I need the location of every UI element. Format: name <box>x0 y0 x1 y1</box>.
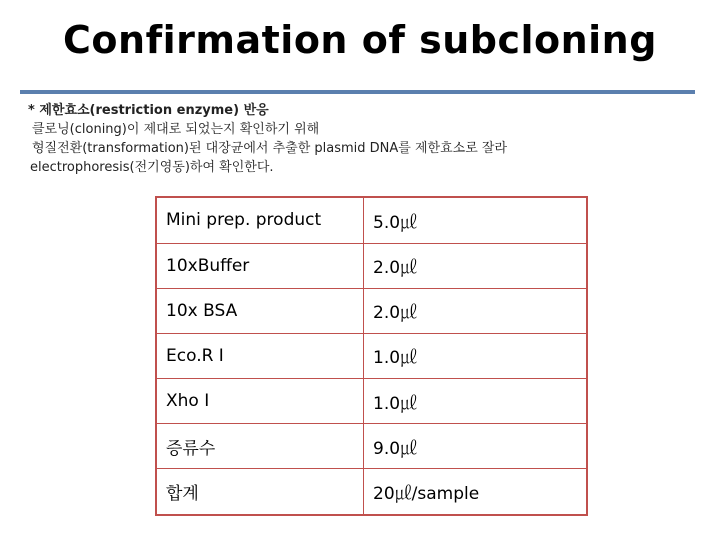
table-row <box>156 333 587 378</box>
item-cell: Mini prep. product <box>156 197 364 243</box>
slide-title: Confirmation of subcloning <box>63 18 657 62</box>
intro-line-1: * 제한효소(restriction enzyme) 반응 <box>28 103 269 118</box>
item-cell: Eco.R I <box>156 333 364 378</box>
reaction-table <box>155 196 588 516</box>
amount-cell: 2.0㎕ <box>364 288 588 333</box>
amount-cell: 5.0㎕ <box>364 197 588 243</box>
intro-text <box>28 101 708 177</box>
table-row <box>156 197 587 243</box>
amount-cell: 20㎕/sample <box>364 469 588 515</box>
item-cell: 증류수 <box>156 424 364 469</box>
table-row <box>156 288 587 333</box>
amount-cell: 2.0㎕ <box>364 243 588 288</box>
table-row <box>156 469 587 515</box>
item-cell: 10x BSA <box>156 288 364 333</box>
amount-cell: 1.0㎕ <box>364 379 588 424</box>
amount-cell: 1.0㎕ <box>364 333 588 378</box>
title-underline <box>20 90 695 94</box>
item-cell: 10xBuffer <box>156 243 364 288</box>
table-row <box>156 379 587 424</box>
table-row <box>156 243 587 288</box>
intro-line-3: 형질전환(transformation)된 대장균에서 추출한 plasmid DNA를 제한효소로 잘라 <box>32 141 508 156</box>
intro-line-2: 클로닝(cloning)이 제대로 되었는지 확인하기 위해 <box>32 122 320 137</box>
item-cell: 합계 <box>156 469 364 515</box>
amount-cell: 9.0㎕ <box>364 424 588 469</box>
item-cell: Xho I <box>156 379 364 424</box>
intro-line-4: electrophoresis(전기영동)하여 확인한다. <box>30 160 274 175</box>
table-row <box>156 424 587 469</box>
